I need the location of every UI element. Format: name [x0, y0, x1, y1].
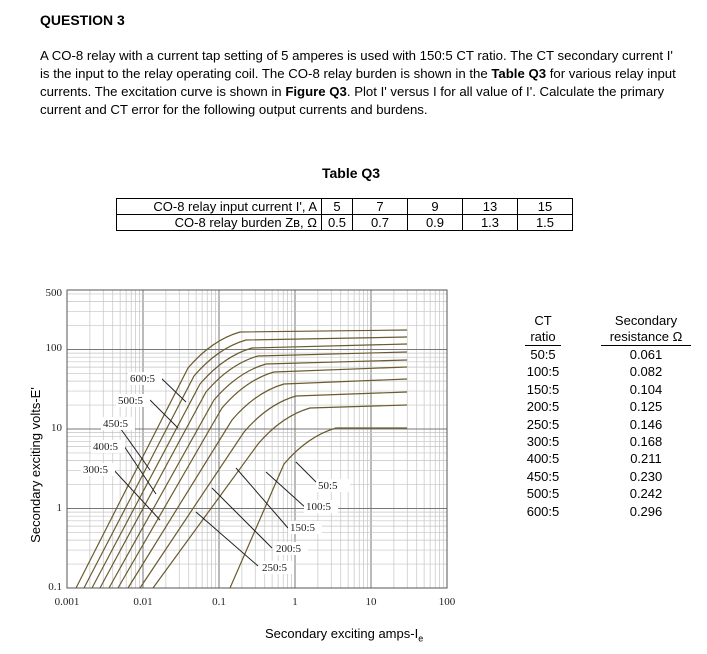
table-q3 — [116, 198, 573, 231]
ct-ratio-cell: 300:5 — [526, 434, 560, 450]
curve-label: 50:5 — [318, 480, 338, 492]
x-axis-title — [265, 626, 423, 644]
curve-label: 100:5 — [306, 501, 332, 513]
x-tick-label: 0.01 — [133, 596, 153, 608]
resistance-column — [601, 313, 691, 520]
x-tick-label: 10 — [365, 596, 377, 608]
y-tick-label: 500 — [45, 287, 62, 299]
curve-label: 500:5 — [118, 395, 144, 407]
excitation-curves — [76, 330, 407, 588]
y-tick-label: 1 — [56, 502, 62, 514]
ct-header-line2: ratio — [525, 329, 561, 346]
x-tick-label: 0.1 — [212, 596, 226, 608]
current-cell: 5 — [322, 199, 353, 215]
resistance-header — [601, 313, 691, 346]
ct-ratio-cell: 600:5 — [526, 503, 560, 519]
curve-label: 200:5 — [276, 543, 302, 555]
x-tick-label: 0.001 — [54, 596, 80, 608]
curve-label: 300:5 — [83, 464, 109, 476]
burden-cell: 1.3 — [463, 215, 518, 231]
resistance-cell: 0.211 — [630, 451, 662, 467]
row-label-burden: CO-8 relay burden Zʙ, Ω — [117, 215, 322, 231]
ct-ratio-cell: 200:5 — [526, 399, 560, 415]
curve-label: 400:5 — [93, 441, 119, 453]
current-cell: 9 — [408, 199, 463, 215]
curve-label: 600:5 — [130, 373, 156, 385]
ct-ratio-header — [525, 313, 561, 346]
ct-header-line1: CT — [534, 313, 552, 328]
question-text-part1: A CO-8 relay with a current tap setting of 5 amperes is used with 150:5 CT ratio. The CT secondary current I' is the input to the relay operating coil. The CO-8 relay burden is shown in the — [40, 48, 673, 81]
resistance-header-line2: resistance Ω — [601, 329, 691, 346]
resistance-cell: 0.242 — [629, 486, 663, 502]
ct-ratio-cell: 450:5 — [526, 468, 560, 484]
excitation-curve-figure — [0, 270, 520, 622]
y-tick-label: 10 — [51, 422, 62, 434]
resistance-cell: 0.168 — [629, 434, 663, 450]
ct-ratio-cell: 50:5 — [530, 347, 556, 362]
ct-ratio-cell: 150:5 — [526, 381, 560, 397]
curve-label: 250:5 — [262, 562, 288, 574]
figure-reference: Figure Q3 — [285, 84, 347, 99]
question-text-part2: for various relay input currents. The excitation curve is shown in — [40, 66, 676, 99]
burden-cell: 0.9 — [408, 215, 463, 231]
table-q3-title: Table Q3 — [322, 165, 381, 181]
current-cell: 15 — [518, 199, 573, 215]
resistance-cell: 0.104 — [629, 381, 663, 397]
resistance-cell: 0.125 — [629, 399, 663, 415]
table-reference: Table Q3 — [491, 66, 547, 81]
table-row-currents — [117, 199, 573, 215]
label-leader-line — [236, 468, 288, 528]
row-label-current: CO-8 relay input current I', A — [117, 199, 322, 215]
question-heading: QUESTION 3 — [40, 12, 125, 28]
label-leader-line — [296, 462, 318, 484]
x-axis-title-subscript: e — [418, 633, 424, 644]
resistance-cell: 0.061 — [629, 347, 663, 362]
table-row-burdens — [117, 215, 573, 231]
y-tick-label: 0.1 — [48, 581, 62, 593]
question-text-part3: . Plot I' versus I for all value of I'. Calculate the primary current and CT error for the following output currents and burdens. — [40, 84, 665, 117]
ct-ratio-cell: 400:5 — [526, 451, 560, 467]
ct-ratio-column — [525, 313, 561, 520]
burden-cell: 0.7 — [353, 215, 408, 231]
current-cell: 7 — [353, 199, 408, 215]
burden-cell: 1.5 — [518, 215, 573, 231]
resistance-cell: 0.082 — [629, 364, 663, 380]
label-leader-line — [196, 512, 258, 566]
current-cell: 13 — [463, 199, 518, 215]
curve-label: 450:5 — [103, 418, 129, 430]
resistance-header-line1: Secondary — [614, 313, 678, 328]
burden-cell: 0.5 — [322, 215, 353, 231]
ct-ratio-cell: 250:5 — [526, 416, 560, 432]
resistance-cell: 0.146 — [629, 416, 663, 432]
x-axis-title-text: Secondary exciting amps-I — [265, 626, 419, 641]
curve-label: 150:5 — [290, 522, 316, 534]
excitation-curve — [100, 352, 407, 588]
y-tick-label: 100 — [45, 342, 62, 354]
x-tick-label: 1 — [292, 596, 298, 608]
resistance-cell: 0.230 — [629, 468, 663, 484]
resistance-cell: 0.296 — [629, 503, 663, 519]
ct-ratio-cell: 500:5 — [526, 486, 560, 502]
x-tick-label: 100 — [438, 596, 456, 608]
ct-ratio-cell: 100:5 — [526, 364, 560, 380]
question-text — [40, 47, 676, 119]
y-axis-title: Secondary exciting volts-E' — [28, 387, 43, 543]
